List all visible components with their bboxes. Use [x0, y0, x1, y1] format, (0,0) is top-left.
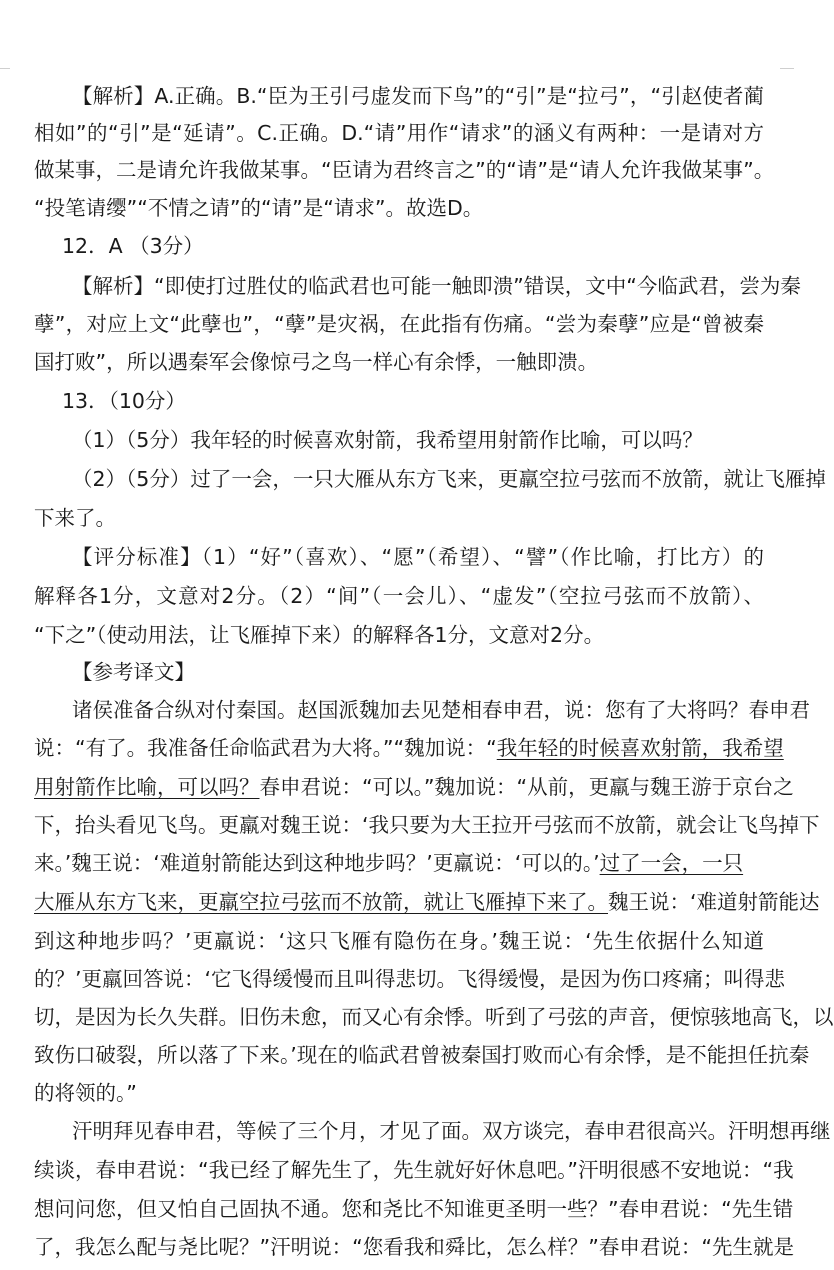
text-line: 【解析】“即使打过胜仗的临武君也可能一触即溃”错误，文中“今临武君，尝为秦	[72, 274, 801, 298]
underlined-segment: 大雁从东方飞来，更羸空拉弓弦而不放箭，就让飞雁掉下来了。	[34, 890, 608, 914]
text-line: 的将领的。”	[34, 1081, 137, 1105]
underlined-segment: 我年轻的时候喜欢射箭，我希望	[496, 736, 784, 760]
text-line: “投笔请缨”“不情之请”的“请”是“请求”。故选D。	[34, 196, 484, 220]
question-number: 12．A （3分）	[62, 234, 204, 258]
text-line: 的？’更羸回答说：‘它飞得缓慢而且叫得悲切。飞得缓慢，是因为伤口疼痛；叫得悲	[34, 967, 786, 991]
page-edge-mark-left	[0, 68, 10, 69]
text-line: 致伤口破裂，所以落了下来。’现在的临武君曾被秦国打败而心有余悸，是不能担任抗秦	[34, 1043, 810, 1067]
text-line: 解释各1分，文意对2分。（2）“间”（一会儿）、“虚发”（空拉弓弦而不放箭）、	[34, 584, 764, 608]
answer-line: （1）（5分）我年轻的时候喜欢射箭，我希望用射箭作比喻，可以吗？	[72, 428, 703, 452]
text-line: 续谈，春申君说：“我已经了解先生了，先生就好好休息吧。”汗明很感不安地说：“我	[34, 1158, 794, 1182]
text-line: 想问问您，但又怕自己固执不通。您和尧比不知谁更圣明一些？”春申君说：“先生错	[34, 1197, 794, 1221]
text-segment: 来。’魏王说：‘难道射箭能达到这种地步吗？’更羸说：‘可以的。’	[34, 851, 600, 875]
text-line	[34, 848, 764, 878]
text-line: 相如”的“引”是“延请”。C.正确。D.“请”用作“请求”的涵义有两种：一是请对方	[34, 121, 764, 145]
text-line: 汗明拜见春申君，等候了三个月，才见了面。双方谈完，春申君很高兴。汗明想再继	[72, 1119, 831, 1143]
answer-line: 下来了。	[34, 506, 116, 530]
answer-line: （2）（5分）过了一会，一只大雁从东方飞来，更羸空拉弓弦而不放箭，就让飞雁掉	[72, 467, 826, 491]
text-line: 孽”，对应上文“此孽也”，“孽”是灾祸，在此指有伤痛。“尝为秦孽”应是“曾被秦	[34, 312, 764, 336]
text-line: 【评分标准】（1）“好”（喜欢）、“愿”（希望）、“譬”（作比喻，打比方）的	[72, 545, 764, 569]
text-segment: 春申君说：“可以。”魏加说：“从前，更羸与魏王游于京台之	[259, 775, 794, 799]
text-line	[34, 733, 784, 763]
question-number: 13．（10分）	[62, 389, 186, 413]
text-line: 【解析】A.正确。B.“臣为王引弓虚发而下鸟”的“引”是“拉弓”，“引赵使者蔺	[72, 84, 764, 108]
text-line	[34, 887, 820, 917]
text-line: 国打败”，所以遇秦军会像惊弓之鸟一样心有余悸，一触即溃。	[34, 350, 599, 374]
text-line: 诸侯准备合纵对付秦国。赵国派魏加去见楚相春申君，说：您有了大将吗？春申君	[72, 698, 810, 722]
text-line: 到这种地步吗？’更羸说：‘这只飞雁有隐伤在身。’魏王说：‘先生依据什么知道	[34, 929, 764, 953]
section-heading: 【参考译文】	[72, 660, 195, 684]
text-line: 切，是因为长久失群。旧伤未愈，而又心有余悸。听到了弓弦的声音，便惊骇地高飞，以	[34, 1005, 834, 1029]
page-edge-mark-right	[780, 68, 794, 69]
text-line: “下之”（使动用法，让飞雁掉下来）的解释各1分，文意对2分。	[34, 623, 605, 647]
text-line: 做某事，二是请允许我做某事。“臣请为君终言之”的“请”是“请人允许我做某事”。	[34, 158, 775, 182]
text-line: 了，我怎么配与尧比呢？”汗明说：“您看我和舜比，怎么样？”春申君说：“先生就是	[34, 1235, 794, 1259]
text-line: 下，抬头看见飞鸟。更羸对魏王说：‘我只要为大王拉开弓弦而不放箭，就会让飞鸟掉下	[34, 813, 820, 837]
underlined-segment: 用射箭作比喻，可以吗？	[34, 775, 260, 799]
text-segment: 说：“有了。我准备任命临武君为大将。”“魏加说：“	[34, 736, 497, 760]
text-segment: 魏王说：‘难道射箭能达	[608, 890, 820, 914]
underlined-segment: 过了一会，一只	[599, 851, 744, 875]
text-line	[34, 772, 794, 802]
